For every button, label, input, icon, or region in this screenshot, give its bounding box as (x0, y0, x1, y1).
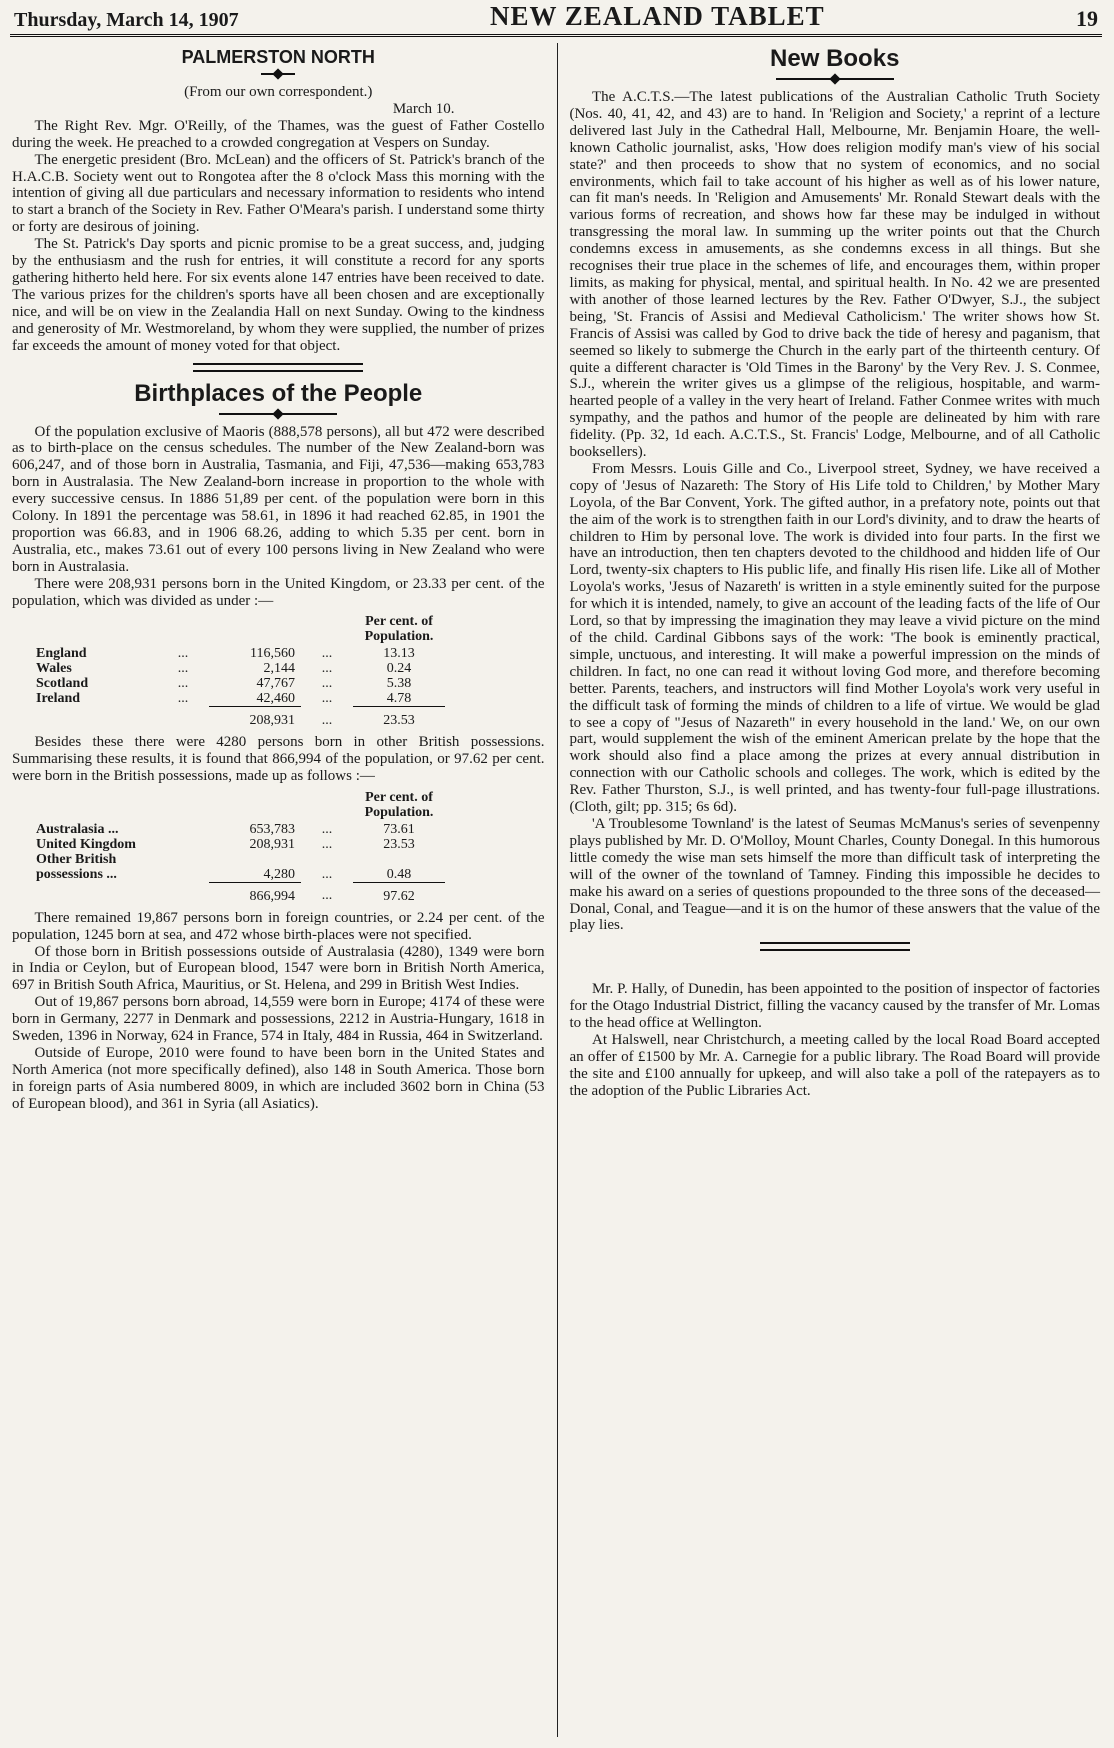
dateline: March 10. (392, 100, 455, 117)
heading-ornament (569, 75, 1100, 83)
birthplaces-paragraph-3: Besides these there were 4280 persons born in other British possessions. Summarising these results, it is found that 866,994 of the population, or 97.62 per cent. were born in the British possessions, made up as follows :— (12, 734, 545, 785)
issue-date: Thursday, March 14, 1907 (14, 9, 239, 31)
table-row: Ireland ... 42,460 ... 4.78 (36, 691, 412, 707)
birthplaces-paragraph-5: Of those born in British possessions outside of Australasia (4280), 1349 were born in India or Ceylon, but of European blood, 1547 were born in British North America, 697 in British South Africa, Mauritius, or St. Helena, and 299 in British West Indies. (12, 943, 545, 994)
table-total-row: 208,931 ... 23.53 (30, 707, 445, 729)
new-books-heading: New Books (770, 45, 900, 72)
table-row: England ... 116,560 ... 13.13 (36, 646, 415, 662)
new-books-paragraph-3: 'A Troublesome Townland' is the latest of Seumas McManus's series of sevenpenny plays published by Mr. D. O'Molloy, Mount Charles, County Donegal. In this humorous little comedy the wise man sets himself the more than difficult task of interpreting the will of the owner of the townland of Tamney. Finding this impossible he decides to make his award on a series of questions propounded to the three sons of the deceased—Donal, Conal, and Teague—and it is on the humor of these answers that the value of the play lies. (569, 815, 1100, 934)
new-books-paragraph-1: The A.C.T.S.—The latest publications of the Australian Catholic Truth Society (Nos. 40, 41, 42, and 43) are to hand. In 'Religion and Society,' a reprint of a lecture delivered last July in the Cathedral Hall, Melbourne, Mr. Benjamin Hoare, the well-known Catholic journalist, asks, 'How does religion modify man's view of his social state?' and then proceeds to show that no system of economics, and no social environments, which fail to take account of his higher as well as of his lower nature, can fit man's needs. In 'Religion and Amusements' Mr. Ronald Stewart deals with the various forms of recreation, and shows how far these may be indulged in without transgressing the moral law. In summing up the writer points out that the Church condemns excess in amusements, as she condemns excess in all things. But she recognises their true place in the schemes of life, and encourages them, within proper limits, as making for physical, mental, and spiritual health. In No. 42 we are presented with another of those learned lectures by the Rev. Father O'Dwyer, S.J., the subject being, 'St. Francis of Assisi and Medieval Catholicism.' The writer shows how St. Francis of Assisi was called by God to drive back the tide of heresy and paganism, that seemed so likely to submerge the Church in the early part of the thirteenth century. Of quite a different character is 'Old Times in the Barony' by the Very Rev. J. S. Conmee, S.J., wherein the writer gives us a glimpse of the religious, hospitable, and warm-hearted people of a valley in the very heart of Ireland. Father Conmee writes with much sympathy, and the pathos and humor of the people are delineated by him with rare fidelity. (Pp. 32, 1d each. A.C.T.S., St. Francis' Lodge, Melbourne, and of all Catholic booksellers). (569, 89, 1100, 461)
palmerston-heading: PALMERSTON NORTH (181, 47, 375, 67)
new-books-paragraph-2: From Messrs. Louis Gille and Co., Liverpool street, Sydney, we have received a copy of 'Jesus of Nazareth: The Story of His Life told to Children,' by Mother Mary Loyola, of the Bar Convent, York. The gifted author, in a prefatory note, points out that the aim of the work is to strengthen faith in our Lord's divinity, and to draw the hearts of children to Him by personal love. The work is divided into four parts. In the first we have an introduction, then ten chapters devoted to the childhood and hidden life of Our Lord, twenty-six chapters to His public life, and finally His risen life. Like all of Mother Loyola's works, 'Jesus of Nazareth' is written in a style eminently suited for the purpose for which it is intended, namely, to give an account of the leading facts of the life of Our Lord, so that by impressing the imagination they may leave a vivid picture on the mind of the child. Cardinal Gibbons says of the work: 'The book is eminently practical, simple, unctuous, and interesting. It will make a powerful impression on the minds of children. In fact, no one can read it without loving God more, and therefore becoming better. Parents, teachers, and instructors will find Mother Loyola's work very useful in the difficult task of forming the minds of children to a life of virtue. We would be glad to see a copy of "Jesus of Nazareth" in every household in the land.' We, on our own part, would supplement the wish of the eminent American prelate by the hope that the work should also find a place among the prizes at every annual distribution in connection with our Catholic schools and colleges. The work, which is edited by the Rev. Father Thurston, S.J., is well printed, and has twenty-four full-page illustrations. (Cloth, gilt; pp. 315; 6s 6d). (569, 460, 1101, 816)
table-row: Wales ... 2,144 ... 0.24 (36, 661, 412, 677)
table-row: Scotland ... 47,767 ... 5.38 (36, 676, 412, 692)
section-divider (760, 942, 910, 951)
table-total-row: 866,994 ... 97.62 (30, 882, 445, 904)
masthead (10, 1, 1102, 37)
british-possessions-table (30, 789, 445, 904)
right-column (561, 37, 1102, 1737)
table-row: Australasia ... 653,783 ... 73.61 (36, 822, 415, 838)
palmerston-paragraph-3: The St. Patrick's Day sports and picnic promise to be a great success, and, judging by the enthusiasm and the rush for entries, it will constitute a record for any sports gathering hitherto held here. For six events alone 147 entries have been received to date. The various prizes for the children's sports have all been chosen and are exceptionally nice, and will be on view in the Zealandia Hall on next Sunday. Owing to the kindness and generosity of Mr. Westmoreland, by whom they were supplied, the number of prizes far exceeds the amount of money voted for that object. (12, 236, 545, 354)
newspaper-title: NEW ZEALAND TABLET (490, 1, 825, 31)
columns (10, 37, 1102, 1737)
left-column (10, 37, 553, 1737)
news-paragraph-2: At Halswell, near Christchurch, a meeting called by the local Road Board accepted an offer of £1500 by Mr. A. Carnegie for a public library. The Road Board will provide the site and £100 annually for upkeep, and will also take a poll of the ratepayers as to the adoption of the Public Libraries Act. (569, 1032, 1100, 1099)
byline: (From our own correspondent.) (184, 84, 373, 100)
heading-ornament (12, 410, 545, 418)
uk-population-table (30, 613, 445, 728)
section-divider (193, 363, 363, 372)
birthplaces-paragraph-4: There remained 19,867 persons born in foreign countries, or 2.24 per cent. of the population, 1245 born at sea, and 472 whose birth-places were not specified. (12, 909, 545, 943)
news-paragraph-1: Mr. P. Hally, of Dunedin, has been appointed to the position of inspector of factories for the Otago Industrial District, filling the vacancy caused by the transfer of Mr. Lomas to the head office at Wellington. (569, 981, 1100, 1032)
heading-ornament (12, 70, 545, 78)
column-rule (557, 43, 558, 1737)
palmerston-paragraph-2: The energetic president (Bro. McLean) and the officers of St. Patrick's branch of the H.A.C.B. Society went out to Rongotea after the 8 o'clock Mass this morning with the intention of giving all due particulars and necessary information to residents who intend to start a branch of the Society in Rev. Father O'Meara's parish. I understand some thirty or forty are desirous of joining. (12, 151, 545, 236)
birthplaces-paragraph-7: Outside of Europe, 2010 were found to have been born in the United States and North America (not more specifically defined), also 148 in South America. Those born in foreign parts of Asia numbered 8009, in which are included 3602 born in China (53 of European blood), and 361 in Syria (all Asiatics). (12, 1044, 545, 1112)
palmerston-paragraph-1: The Right Rev. Mgr. O'Reilly, of the Thames, was the guest of Father Costello during the week. He preached to a crowded congregation at Vespers on Sunday. (12, 117, 545, 151)
table-header: Per cent. of Population. (364, 790, 434, 821)
table-row: United Kingdom 208,931 ... 23.53 (36, 837, 415, 853)
birthplaces-paragraph-1: Of the population exclusive of Maoris (888,578 persons), all but 472 were described as to birth-place on the census schedules. The number of the New Zealand-born was 606,247, and of those born in Australia, Tasmania, and Fiji, 47,536—making 653,783 born in Australasia. The New Zealand-born increase in proportion to the whole with every successive census. In 1886 51,89 per cent. of the population were born in this Colony. In 1891 the percentage was 58.61, in 1896 it had reached 62.85, in 1901 the proportion was 66.83, and in 1906 68.26, adding to which 5.35 per cent. born in Australia, etc., makes 73.61 out of every 100 persons living in New Zealand who were born in Australasia. (12, 423, 545, 575)
birthplaces-paragraph-2: There were 208,931 persons born in the United Kingdom, or 23.33 per cent. of the population, which was divided as under :— (12, 575, 545, 609)
birthplaces-paragraph-6: Out of 19,867 persons born abroad, 14,559 were born in Europe; 4174 of these were born in Germany, 2277 in Denmark and possessions, 2212 in Austria-Hungary, 1618 in Sweden, 1396 in Norway, 624 in France, 574 in Italy, 484 in Russia, 464 in Switzerland. (12, 994, 545, 1045)
table-header: Per cent. of Population. (364, 614, 434, 645)
table-row: Other British possessions ... 4,280 ... 0.48 (36, 852, 412, 883)
birthplaces-heading: Birthplaces of the People (134, 379, 423, 407)
page-number: 19 (1075, 6, 1098, 31)
